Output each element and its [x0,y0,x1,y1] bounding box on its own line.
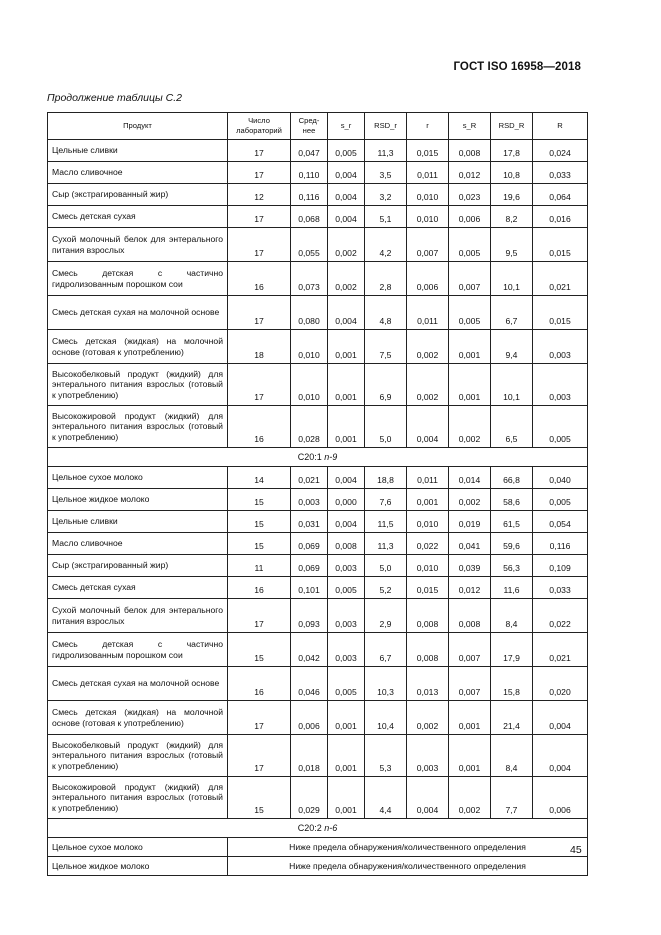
table-row [48,406,588,448]
product-name-cell: Цельные сливки [48,140,228,162]
product-name-cell: Сыр (экстрагированный жир) [48,555,228,577]
table-row [48,364,588,406]
product-name-cell: Смесь детская сухая [48,577,228,599]
value-cell: 9,4 [491,330,533,364]
value-cell: 0,004 [328,162,365,184]
table-row [48,577,588,599]
value-cell: 0,116 [291,184,328,206]
product-name-cell: Высокобелковый продукт (жидкий) для энтерального питания взрослых (готовый к употреблению) [48,364,228,406]
value-cell: 11,3 [365,140,407,162]
value-cell: 0,005 [533,406,588,448]
product-name-cell: Цельные сливки [48,511,228,533]
product-name-cell: Цельное сухое молоко [48,838,228,857]
value-cell: 0,008 [449,140,491,162]
value-cell: 17 [228,599,291,633]
value-cell: 0,006 [291,701,328,735]
value-cell: 0,064 [533,184,588,206]
table-row [48,140,588,162]
value-cell: 14 [228,467,291,489]
value-cell: 0,015 [533,296,588,330]
value-cell: 0,002 [407,330,449,364]
table-row [48,162,588,184]
value-cell: 0,002 [449,777,491,819]
col-header-rsdr: RSD_r [365,113,407,140]
value-cell: 17 [228,206,291,228]
value-cell: 0,069 [291,533,328,555]
value-cell: 7,7 [491,777,533,819]
product-name-cell: Смесь детская с частично гидролизованным порошком сои [48,633,228,667]
value-cell: 0,001 [328,735,365,777]
value-cell: 16 [228,262,291,296]
value-cell: 6,7 [365,633,407,667]
value-cell: 11,6 [491,577,533,599]
value-cell: 16 [228,577,291,599]
value-cell: 0,033 [533,162,588,184]
value-cell: 10,1 [491,364,533,406]
product-name-cell: Смесь детская (жидкая) на молочной основе (готовая к употреблению) [48,330,228,364]
value-cell: 15 [228,777,291,819]
value-cell: 0,005 [328,140,365,162]
table-row [48,489,588,511]
value-cell: 0,004 [407,777,449,819]
value-cell: 19,6 [491,184,533,206]
value-cell: 0,055 [291,228,328,262]
value-cell: 0,006 [449,206,491,228]
value-cell: 0,010 [407,184,449,206]
value-cell: 7,5 [365,330,407,364]
value-cell: 9,5 [491,228,533,262]
value-cell: 0,040 [533,467,588,489]
product-name-cell: Смесь детская (жидкая) на молочной основе (готовая к употреблению) [48,701,228,735]
value-cell: 3,2 [365,184,407,206]
section-code: С20:1 [297,451,322,462]
table-row [48,777,588,819]
value-cell: 17,9 [491,633,533,667]
product-name-cell: Высокобелковый продукт (жидкий) для энтерального питания взрослых (готовый к употреблению) [48,735,228,777]
value-cell: 56,3 [491,555,533,577]
value-cell: 17,8 [491,140,533,162]
value-cell: 0,005 [328,577,365,599]
value-cell: 8,4 [491,735,533,777]
value-cell: 0,029 [291,777,328,819]
value-cell: 0,003 [328,633,365,667]
value-cell: 18 [228,330,291,364]
value-cell: 0,002 [407,364,449,406]
value-cell: 0,005 [533,489,588,511]
table-row [48,228,588,262]
value-cell: 0,014 [449,467,491,489]
value-cell: 0,015 [407,577,449,599]
value-cell: 0,007 [449,667,491,701]
value-cell: 0,010 [291,364,328,406]
value-cell: 15 [228,511,291,533]
value-cell: 0,011 [407,162,449,184]
table-row [48,857,588,876]
value-cell: 0,004 [328,511,365,533]
value-cell: 0,016 [533,206,588,228]
value-cell: 0,005 [449,228,491,262]
value-cell: 0,007 [449,262,491,296]
value-cell: 0,004 [533,735,588,777]
detection-limit-note: Ниже предела обнаружения/количественного определения [228,838,588,857]
table-row [48,296,588,330]
table-row [48,838,588,857]
value-cell: 6,5 [491,406,533,448]
value-cell: 0,008 [407,599,449,633]
product-name-cell: Цельное жидкое молоко [48,857,228,876]
value-cell: 0,020 [533,667,588,701]
value-cell: 0,028 [291,406,328,448]
value-cell: 10,4 [365,701,407,735]
value-cell: 0,001 [449,701,491,735]
value-cell: 6,7 [491,296,533,330]
value-cell: 10,1 [491,262,533,296]
section-row [48,819,588,838]
product-name-cell: Цельное сухое молоко [48,467,228,489]
value-cell: 0,008 [449,599,491,633]
value-cell: 0,101 [291,577,328,599]
table-row [48,511,588,533]
value-cell: 0,001 [449,364,491,406]
section-row [48,448,588,467]
table-header-row [48,113,588,140]
value-cell: 5,0 [365,555,407,577]
value-cell: 0,042 [291,633,328,667]
section-isomer: n-6 [324,822,338,833]
col-header-mean: Сред-нее [291,113,328,140]
value-cell: 0,010 [407,511,449,533]
value-cell: 0,007 [449,633,491,667]
value-cell: 0,004 [328,206,365,228]
value-cell: 0,023 [449,184,491,206]
value-cell: 12 [228,184,291,206]
section-isomer: n-9 [324,451,338,462]
table-row [48,467,588,489]
value-cell: 0,004 [407,406,449,448]
value-cell: 0,018 [291,735,328,777]
value-cell: 0,109 [533,555,588,577]
table-row [48,555,588,577]
value-cell: 0,002 [328,262,365,296]
value-cell: 0,012 [449,577,491,599]
value-cell: 0,046 [291,667,328,701]
product-name-cell: Смесь детская с частично гидролизованным порошком сои [48,262,228,296]
value-cell: 15 [228,633,291,667]
product-name-cell: Сухой молочный белок для энтерального питания взрослых [48,599,228,633]
value-cell: 10,8 [491,162,533,184]
value-cell: 66,8 [491,467,533,489]
product-name-cell: Цельное жидкое молоко [48,489,228,511]
value-cell: 5,2 [365,577,407,599]
value-cell: 18,8 [365,467,407,489]
value-cell: 15 [228,533,291,555]
value-cell: 0,005 [449,296,491,330]
value-cell: 0,004 [533,701,588,735]
value-cell: 0,041 [449,533,491,555]
value-cell: 0,080 [291,296,328,330]
value-cell: 0,004 [328,467,365,489]
value-cell: 0,003 [533,364,588,406]
value-cell: 3,5 [365,162,407,184]
section-code: С20:2 [297,822,322,833]
value-cell: 0,003 [291,489,328,511]
detection-limit-note: Ниже предела обнаружения/количественного определения [228,857,588,876]
value-cell: 16 [228,406,291,448]
value-cell: 0,021 [533,633,588,667]
value-cell: 8,2 [491,206,533,228]
value-cell: 0,008 [407,633,449,667]
value-cell: 17 [228,364,291,406]
product-name-cell: Масло сливочное [48,162,228,184]
value-cell: 0,010 [407,206,449,228]
value-cell: 0,031 [291,511,328,533]
value-cell: 11,5 [365,511,407,533]
value-cell: 0,004 [328,184,365,206]
value-cell: 15 [228,489,291,511]
product-name-cell: Высокожировой продукт (жидкий) для энтерального питания взрослых (готовый к употреблению) [48,406,228,448]
table-row [48,533,588,555]
value-cell: 2,9 [365,599,407,633]
value-cell: 2,8 [365,262,407,296]
col-header-r: r [407,113,449,140]
standard-designation: ГОСТ ISO 16958—2018 [453,61,581,73]
value-cell: 17 [228,296,291,330]
value-cell: 0,054 [533,511,588,533]
value-cell: 0,022 [407,533,449,555]
value-cell: 17 [228,701,291,735]
value-cell: 0,012 [449,162,491,184]
value-cell: 0,005 [328,667,365,701]
value-cell: 0,006 [407,262,449,296]
value-cell: 0,003 [407,735,449,777]
value-cell: 0,068 [291,206,328,228]
value-cell: 11 [228,555,291,577]
value-cell: 0,024 [533,140,588,162]
table-row [48,735,588,777]
value-cell: 17 [228,228,291,262]
value-cell: 0,003 [533,330,588,364]
value-cell: 0,004 [328,296,365,330]
col-header-labs: Число лабораторий [228,113,291,140]
value-cell: 0,008 [328,533,365,555]
value-cell: 0,021 [533,262,588,296]
value-cell: 0,093 [291,599,328,633]
value-cell: 0,002 [449,489,491,511]
value-cell: 8,4 [491,599,533,633]
value-cell: 0,010 [407,555,449,577]
value-cell: 0,001 [449,330,491,364]
value-cell: 0,069 [291,555,328,577]
table-row [48,262,588,296]
value-cell: 0,022 [533,599,588,633]
value-cell: 0,015 [533,228,588,262]
value-cell: 4,8 [365,296,407,330]
col-header-R: R [533,113,588,140]
value-cell: 0,001 [328,364,365,406]
value-cell: 4,4 [365,777,407,819]
value-cell: 7,6 [365,489,407,511]
page-number: 45 [570,844,582,856]
table-row [48,599,588,633]
value-cell: 17 [228,140,291,162]
value-cell: 17 [228,162,291,184]
product-name-cell: Смесь детская сухая на молочной основе [48,296,228,330]
value-cell: 0,006 [533,777,588,819]
value-cell: 0,000 [328,489,365,511]
section-heading [48,819,588,838]
value-cell: 0,001 [328,701,365,735]
table-row [48,667,588,701]
value-cell: 21,4 [491,701,533,735]
value-cell: 5,1 [365,206,407,228]
value-cell: 0,011 [407,296,449,330]
value-cell: 0,073 [291,262,328,296]
value-cell: 6,9 [365,364,407,406]
value-cell: 0,001 [328,777,365,819]
value-cell: 0,001 [407,489,449,511]
value-cell: 10,3 [365,667,407,701]
table-caption: Продолжение таблицы С.2 [47,92,182,104]
value-cell: 0,003 [328,555,365,577]
value-cell: 0,007 [407,228,449,262]
value-cell: 0,013 [407,667,449,701]
value-cell: 0,015 [407,140,449,162]
col-header-sr: s_r [328,113,365,140]
table-row [48,701,588,735]
value-cell: 0,116 [533,533,588,555]
value-cell: 0,047 [291,140,328,162]
value-cell: 15,8 [491,667,533,701]
value-cell: 0,021 [291,467,328,489]
product-name-cell: Смесь детская сухая на молочной основе [48,667,228,701]
value-cell: 5,0 [365,406,407,448]
product-name-cell: Сыр (экстрагированный жир) [48,184,228,206]
table-row [48,206,588,228]
value-cell: 0,039 [449,555,491,577]
value-cell: 0,110 [291,162,328,184]
value-cell: 0,003 [328,599,365,633]
value-cell: 0,011 [407,467,449,489]
col-header-product: Продукт [48,113,228,140]
product-name-cell: Смесь детская сухая [48,206,228,228]
value-cell: 0,033 [533,577,588,599]
table-row [48,330,588,364]
value-cell: 16 [228,667,291,701]
col-header-sR: s_R [449,113,491,140]
value-cell: 0,019 [449,511,491,533]
value-cell: 0,001 [328,406,365,448]
value-cell: 0,002 [407,701,449,735]
product-name-cell: Сухой молочный белок для энтерального питания взрослых [48,228,228,262]
value-cell: 11,3 [365,533,407,555]
product-name-cell: Масло сливочное [48,533,228,555]
product-name-cell: Высокожировой продукт (жидкий) для энтерального питания взрослых (готовый к употреблению) [48,777,228,819]
precision-table [47,112,588,876]
value-cell: 59,6 [491,533,533,555]
value-cell: 58,6 [491,489,533,511]
value-cell: 5,3 [365,735,407,777]
table-row [48,633,588,667]
value-cell: 0,010 [291,330,328,364]
col-header-rsdR: RSD_R [491,113,533,140]
value-cell: 0,002 [328,228,365,262]
value-cell: 0,002 [449,406,491,448]
value-cell: 61,5 [491,511,533,533]
value-cell: 0,001 [449,735,491,777]
section-heading [48,448,588,467]
value-cell: 0,001 [328,330,365,364]
value-cell: 4,2 [365,228,407,262]
table-row [48,184,588,206]
value-cell: 17 [228,735,291,777]
